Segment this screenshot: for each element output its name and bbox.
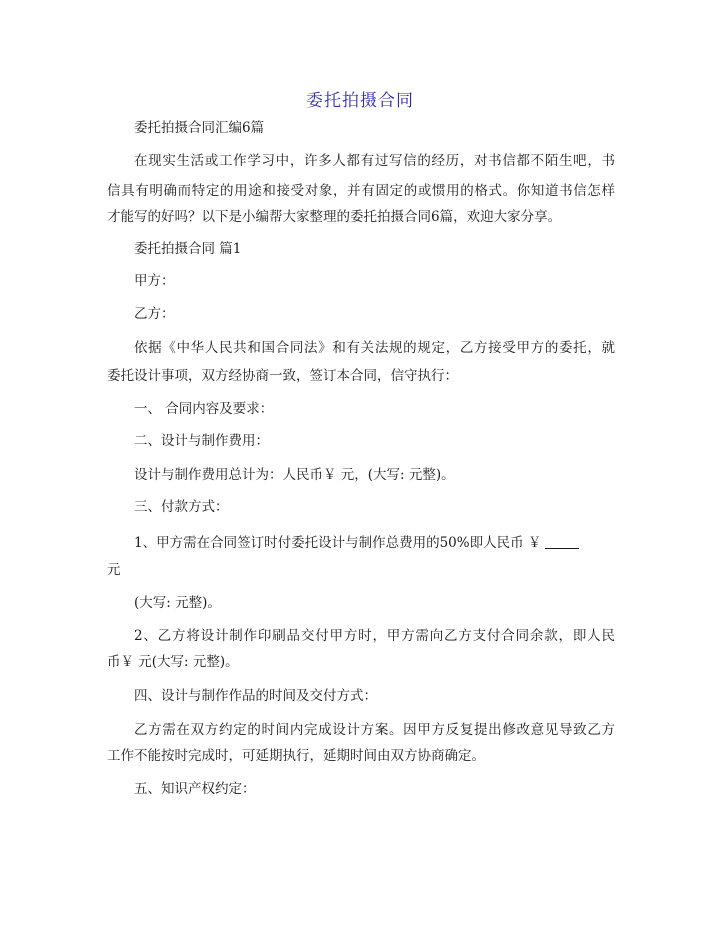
basis-line-2: 委托设计事项，双方经协商一致，签订本合同，信守执行：	[107, 368, 458, 384]
intro-line-1: 在现实生活或工作学习中，许多人都有过写信的经历，对书信都不陌生吧，书	[134, 153, 615, 169]
amount-blank	[545, 534, 579, 549]
clause-4-heading: 四、设计与制作作品的时间及交付方式：	[134, 688, 377, 704]
clause-2-heading: 二、设计与制作费用：	[134, 433, 269, 449]
payment-1-text: 1、甲方需在合同签订时付委托设计与制作总费用的50%即人民币 ￥	[134, 535, 542, 551]
fee-total-text: 设计与制作费用总计为：人民币￥ 元，(大写: 元整)。	[134, 467, 455, 483]
delivery-line-2: 工作不能按时完成时，可延期执行，延期时间由双方协商确定。	[107, 748, 485, 764]
payment-2-line-2: 币￥ 元(大写: 元整)。	[107, 654, 239, 670]
subtitle: 委托拍摄合同汇编6篇	[134, 120, 265, 136]
clause-3-heading: 三、付款方式：	[134, 499, 229, 515]
document-title: 委托拍摄合同	[306, 91, 414, 111]
section-heading: 委托拍摄合同 篇1	[134, 241, 242, 257]
payment-2-line-1: 2、乙方将设计制作印刷品交付甲方时，甲方需向乙方支付合同余款，即人民	[134, 628, 615, 644]
payment-1-line-3: (大写: 元整)。	[134, 595, 221, 611]
delivery-line-1: 乙方需在双方约定的时间内完成设计方案。因甲方反复提出修改意见导致乙方	[134, 722, 615, 738]
clause-5-heading: 五、知识产权约定：	[134, 781, 256, 797]
intro-line-3: 才能写的好吗？以下是小编帮大家整理的委托拍摄合同6篇，欢迎大家分享。	[107, 209, 562, 225]
payment-1-line-1	[134, 533, 579, 553]
payment-1-line-2: 元	[107, 562, 121, 578]
basis-line-1: 依据《中华人民共和国合同法》和有关法规的规定，乙方接受甲方的委托，就	[134, 340, 615, 356]
clause-1-heading: 一、 合同内容及要求：	[134, 401, 274, 417]
party-a-label: 甲方：	[134, 273, 175, 289]
party-b-label: 乙方：	[134, 306, 175, 322]
intro-line-2: 信具有明确而特定的用途和接受对象，并有固定的或惯用的格式。你知道书信怎样	[107, 183, 615, 199]
